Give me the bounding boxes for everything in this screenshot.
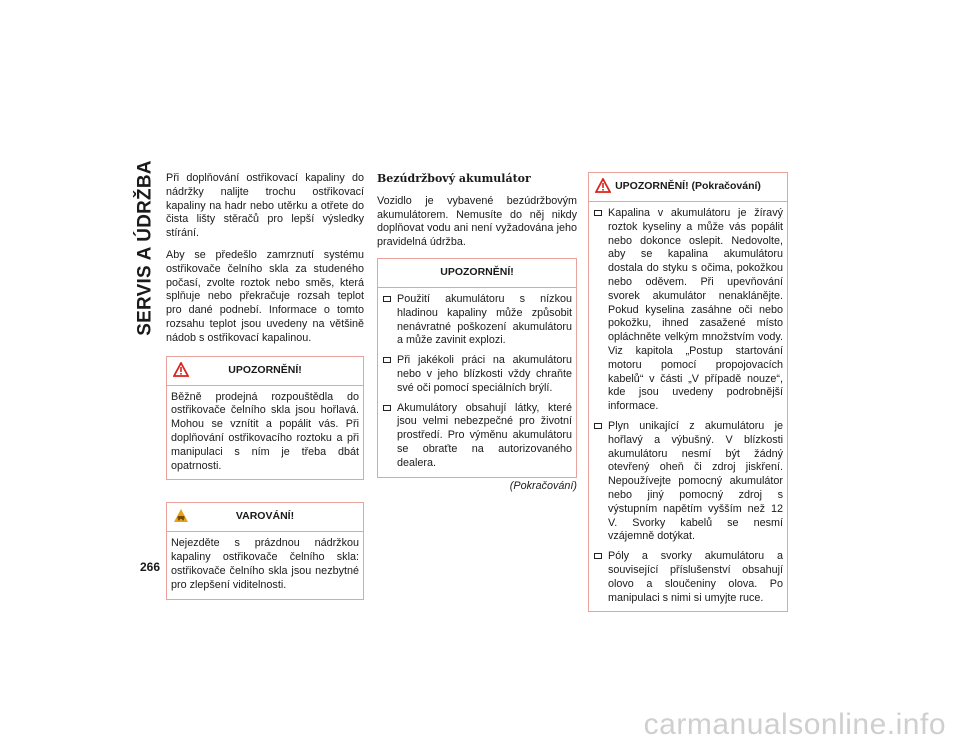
list-item: Póly a svorky akumulátoru a související příslušenství obsahují olovo a sloučeniny olova. Po manipulaci s nimi si umyjte ruce. bbox=[593, 550, 783, 605]
column-1 bbox=[166, 172, 364, 600]
checkbox-bullet-icon bbox=[383, 357, 391, 363]
checkbox-bullet-icon bbox=[594, 553, 602, 559]
warning-box-header bbox=[378, 259, 576, 288]
list-item: Použití akumulátoru s nízkou hladinou kapaliny může způsobit nenávratné poškození akumulátoru a může zavinit explozi. bbox=[382, 293, 572, 348]
checkbox-bullet-icon bbox=[383, 296, 391, 302]
list-item: Akumulátory obsahují látky, které jsou velmi nebezpečné pro životní prostředí. Pro výměnu akumulátoru se obraťte na autorizovaného dealera. bbox=[382, 402, 572, 471]
warning-box-battery bbox=[377, 258, 577, 478]
warning-triangle-icon bbox=[173, 362, 189, 377]
paragraph-washer-fill: Při doplňování ostřikovací kapaliny do nádržky nalijte trochu ostřikovací kapaliny na hadr nebo utěrku a otřete do čista lišty stěračů pro lepší výsledky stírání. bbox=[166, 172, 364, 240]
checkbox-bullet-icon bbox=[383, 405, 391, 411]
paragraph-battery: Vozidlo je vybavené bezúdržbovým akumulátorem. Nemusíte do něj nikdy doplňovat vodu ani není vyžadována jeho pravidelná údržba. bbox=[377, 194, 577, 249]
continued-label: (Pokračování) bbox=[509, 479, 577, 492]
checkbox-bullet-icon bbox=[594, 423, 602, 429]
warning-box-title: UPOZORNĚNÍ! (Pokračování) bbox=[615, 180, 761, 193]
watermark: carmanualsonline.info bbox=[643, 708, 946, 741]
caution-box-title: VAROVÁNÍ! bbox=[235, 510, 295, 523]
column-2 bbox=[377, 172, 577, 493]
list-item: Plyn unikající z akumulátoru je hořlavý a výbušný. V blízkosti akumulátoru nesmí být žádný otevřený oheň či zdroj jiskření. Nepoužívejte pomocný akumulátor nebo jiný pomocný zdroj s výstupním napětím vyšším než 12 V. Svorky kabelů se nesmí vzájemně dotýkat. bbox=[593, 420, 783, 544]
warning-box-header bbox=[167, 357, 363, 386]
warning-box-continued bbox=[588, 172, 788, 612]
page-number: 266 bbox=[140, 560, 161, 574]
list-item: Kapalina v akumulátoru je žíravý roztok kyseliny a může vás popálit nebo dokonce oslepit. Nedovolte, aby se kapalina akumulátoru dostala do styku s očima, pokožkou nebo oděvem. Při upevňování svorek akumulátor nenaklánějte. Pokud kyselina zasáhne oči nebo pokožku, ihned zasažené místo opláchněte velkým množstvím vody. Viz kapitola „Postup startování motoru pomocí propojovacích kabelů“ v části „V případě nouze“, kde jsou uvedeny podrobnější informace. bbox=[593, 207, 783, 414]
warning-box-solvents bbox=[166, 356, 364, 481]
warning-box-text: Běžně prodejná rozpouštědla do ostřikovače čelního skla jsou hořlavá. Mohou se vznítit a popálit vás. Při doplňování ostřikovacího roztoku a při manipulaci s ním je třeba dbát opatrnosti. bbox=[171, 390, 359, 472]
warning-triangle-icon bbox=[595, 178, 611, 193]
caution-car-icon bbox=[173, 508, 189, 523]
column-3 bbox=[588, 172, 788, 612]
caution-box-header bbox=[167, 503, 363, 532]
checkbox-bullet-icon bbox=[594, 210, 602, 216]
list-item: Při jakékoli práci na akumulátoru nebo v jeho blízkosti vždy chraňte své oči pomocí speciálních brýlí. bbox=[382, 354, 572, 395]
caution-box-text: Nejezděte s prázdnou nádržkou kapaliny ostřikovače čelního skla: ostřikovače čelního skla jsou nezbytné pro zlepšení viditelnosti. bbox=[171, 537, 359, 591]
section-title: SERVIS A ÚDRŽBA bbox=[135, 160, 156, 336]
warning-box-title: UPOZORNĚNÍ! bbox=[440, 266, 514, 279]
warning-box-title: UPOZORNĚNÍ! bbox=[228, 363, 302, 376]
caution-box-empty-reservoir bbox=[166, 502, 364, 599]
section-heading-battery: Bezúdržbový akumulátor bbox=[377, 172, 531, 185]
warning-box-header bbox=[589, 173, 787, 202]
paragraph-freeze: Aby se předešlo zamrznutí systému ostřikovače čelního skla za studeného počasí, zvolte roztok nebo směs, která splňuje nebo překračuje rozsah teplot pro dané podnebí. Informace o tomto rozsahu teplot jsou uvedeny na většině nádob s ostřikovací kapalinou. bbox=[166, 248, 364, 344]
